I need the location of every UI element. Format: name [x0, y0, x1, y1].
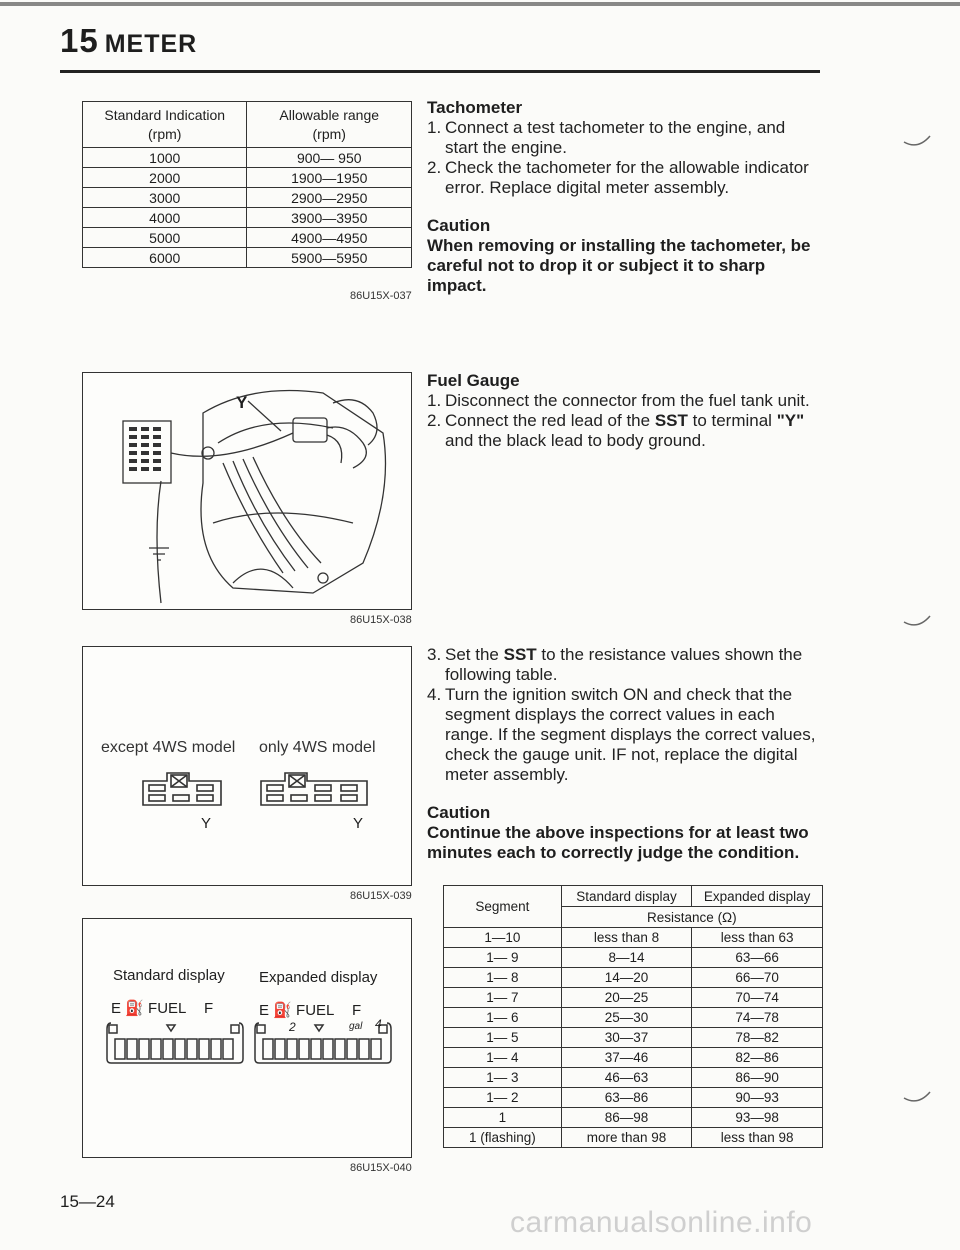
table-row: 1— 6 25—30 74—78 [444, 1008, 823, 1028]
except-4ws-label: except 4WS model [101, 739, 236, 756]
fuel-gauge-heading: Fuel Gauge [427, 371, 520, 390]
chapter-number: 15 [60, 22, 99, 59]
table-row: 1— 7 20—25 70—74 [444, 988, 823, 1008]
rpm-table [82, 101, 412, 268]
table-row: 1 (flashing) more than 98 less than 98 [444, 1128, 823, 1148]
table-row: 6000 5900—5950 [83, 248, 412, 268]
table-row: 1— 2 63—86 90—93 [444, 1088, 823, 1108]
figure-connector-terminals [82, 646, 412, 886]
expanded-mark-gal: gal [349, 1021, 363, 1032]
gauge-f-label: F [204, 1000, 214, 1017]
table-row: 1— 8 14—20 66—70 [444, 968, 823, 988]
header-rule [60, 70, 820, 73]
rpm-header-allowable: Allowable range (rpm) [247, 102, 412, 148]
table-row: 1000 900— 950 [83, 148, 412, 168]
table-row: 1— 5 30—37 78—82 [444, 1028, 823, 1048]
table-row: 1—10 less than 8 less than 63 [444, 928, 823, 948]
table-row: 1— 9 8—14 63—66 [444, 948, 823, 968]
figure-fuel-gauge-connection [82, 372, 412, 610]
tachometer-step-1: 1. Connect a test tachometer to the engine, and start the engine. [427, 118, 786, 157]
table-row: 2000 1900—1950 [83, 168, 412, 188]
right-terminal-y: Y [353, 815, 364, 832]
chapter-heading [60, 22, 197, 60]
header-standard-display: Standard display [561, 886, 692, 907]
standard-display-label: Standard display [113, 967, 225, 984]
fuel-step-1: 1. Disconnect the connector from the fuel tank unit. [427, 391, 810, 410]
fuel-gauge-section-continued [427, 645, 822, 863]
gauge-fuel-label: FUEL [148, 1000, 186, 1017]
connector-only-4ws-icon [259, 771, 369, 807]
chapter-title: METER [104, 30, 198, 58]
expanded-segment-display-icon [253, 1017, 393, 1065]
segment-resistance-table [443, 885, 823, 1148]
page-number: 15—24 [60, 1192, 115, 1211]
gauge-e-label: E [259, 1002, 270, 1019]
fuel-step-3: 3. Set the SST to the resistance values shown the following table. [427, 645, 803, 684]
tachometer-step-2: 2. Check the tachometer for the allowable indicator error. Replace digital meter assembly. [427, 158, 809, 197]
expanded-mark-two: 2 [289, 1020, 296, 1034]
connector-except-4ws-icon [141, 771, 223, 807]
gauge-e-label: E [111, 1000, 122, 1017]
table-row: 5000 4900—4950 [83, 228, 412, 248]
terminal-y-label: Y [236, 393, 248, 412]
figure-code-040: 86U15X-040 [350, 1162, 412, 1174]
margin-hole-marks [900, 128, 940, 1128]
expanded-mark-four: 4 [375, 1017, 382, 1031]
only-4ws-label: only 4WS model [259, 739, 376, 756]
gauge-fuel-label: FUEL [296, 1002, 334, 1019]
fuel-step-2: 2. Connect the red lead of the SST to terminal "Y" and the black lead to body ground. [427, 411, 805, 450]
segment-table-header [444, 886, 823, 907]
figure-code-039: 86U15X-039 [350, 890, 412, 902]
table-row: 1— 4 37—46 82—86 [444, 1048, 823, 1068]
left-terminal-y: Y [201, 815, 212, 832]
header-segment: Segment [444, 886, 562, 928]
tachometer-caution-title: Caution [427, 216, 491, 235]
fuel-pump-icon: ⛽ [273, 1002, 292, 1019]
figure-code-037: 86U15X-037 [350, 290, 412, 302]
fuel-pump-icon: ⛽ [125, 1000, 144, 1017]
gauge-f-label: F [352, 1002, 362, 1019]
tachometer-heading: Tachometer [427, 98, 523, 117]
expanded-display-label: Expanded display [259, 969, 378, 986]
scan-edge-line [0, 2, 960, 6]
figure-fuel-gauge-displays [82, 918, 412, 1158]
table-row: 1— 3 46—63 86—90 [444, 1068, 823, 1088]
tachometer-section [427, 98, 822, 296]
standard-segment-display-icon [105, 1017, 245, 1065]
fuel-caution-text: Continue the above inspections for at least two minutes each to correctly judge the condition. [427, 823, 809, 862]
tachometer-caution-text: When removing or installing the tachometer, be careful not to drop it or subject it to sharp impact. [427, 236, 811, 295]
header-resistance: Resistance (Ω) [561, 907, 822, 928]
fuel-caution-title: Caution [427, 803, 491, 822]
header-expanded-display: Expanded display [692, 886, 823, 907]
watermark: carmanualsonline.info [510, 1206, 813, 1239]
fuel-step-4: 4. Turn the ignition switch ON and check that the segment displays the correct values in each range. If the segment displays the correct values, check the gauge unit. IF not, replace the digital meter assembly. [427, 685, 816, 784]
table-row: 4000 3900—3950 [83, 208, 412, 228]
table-row: 3000 2900—2950 [83, 188, 412, 208]
figure-code-038: 86U15X-038 [350, 614, 412, 626]
table-row: 1 86—98 93—98 [444, 1108, 823, 1128]
rpm-table-header [83, 102, 412, 148]
fuel-gauge-section [427, 371, 822, 451]
standard-gauge-header [111, 999, 213, 1017]
rpm-header-standard: Standard Indication (rpm) [83, 102, 247, 148]
